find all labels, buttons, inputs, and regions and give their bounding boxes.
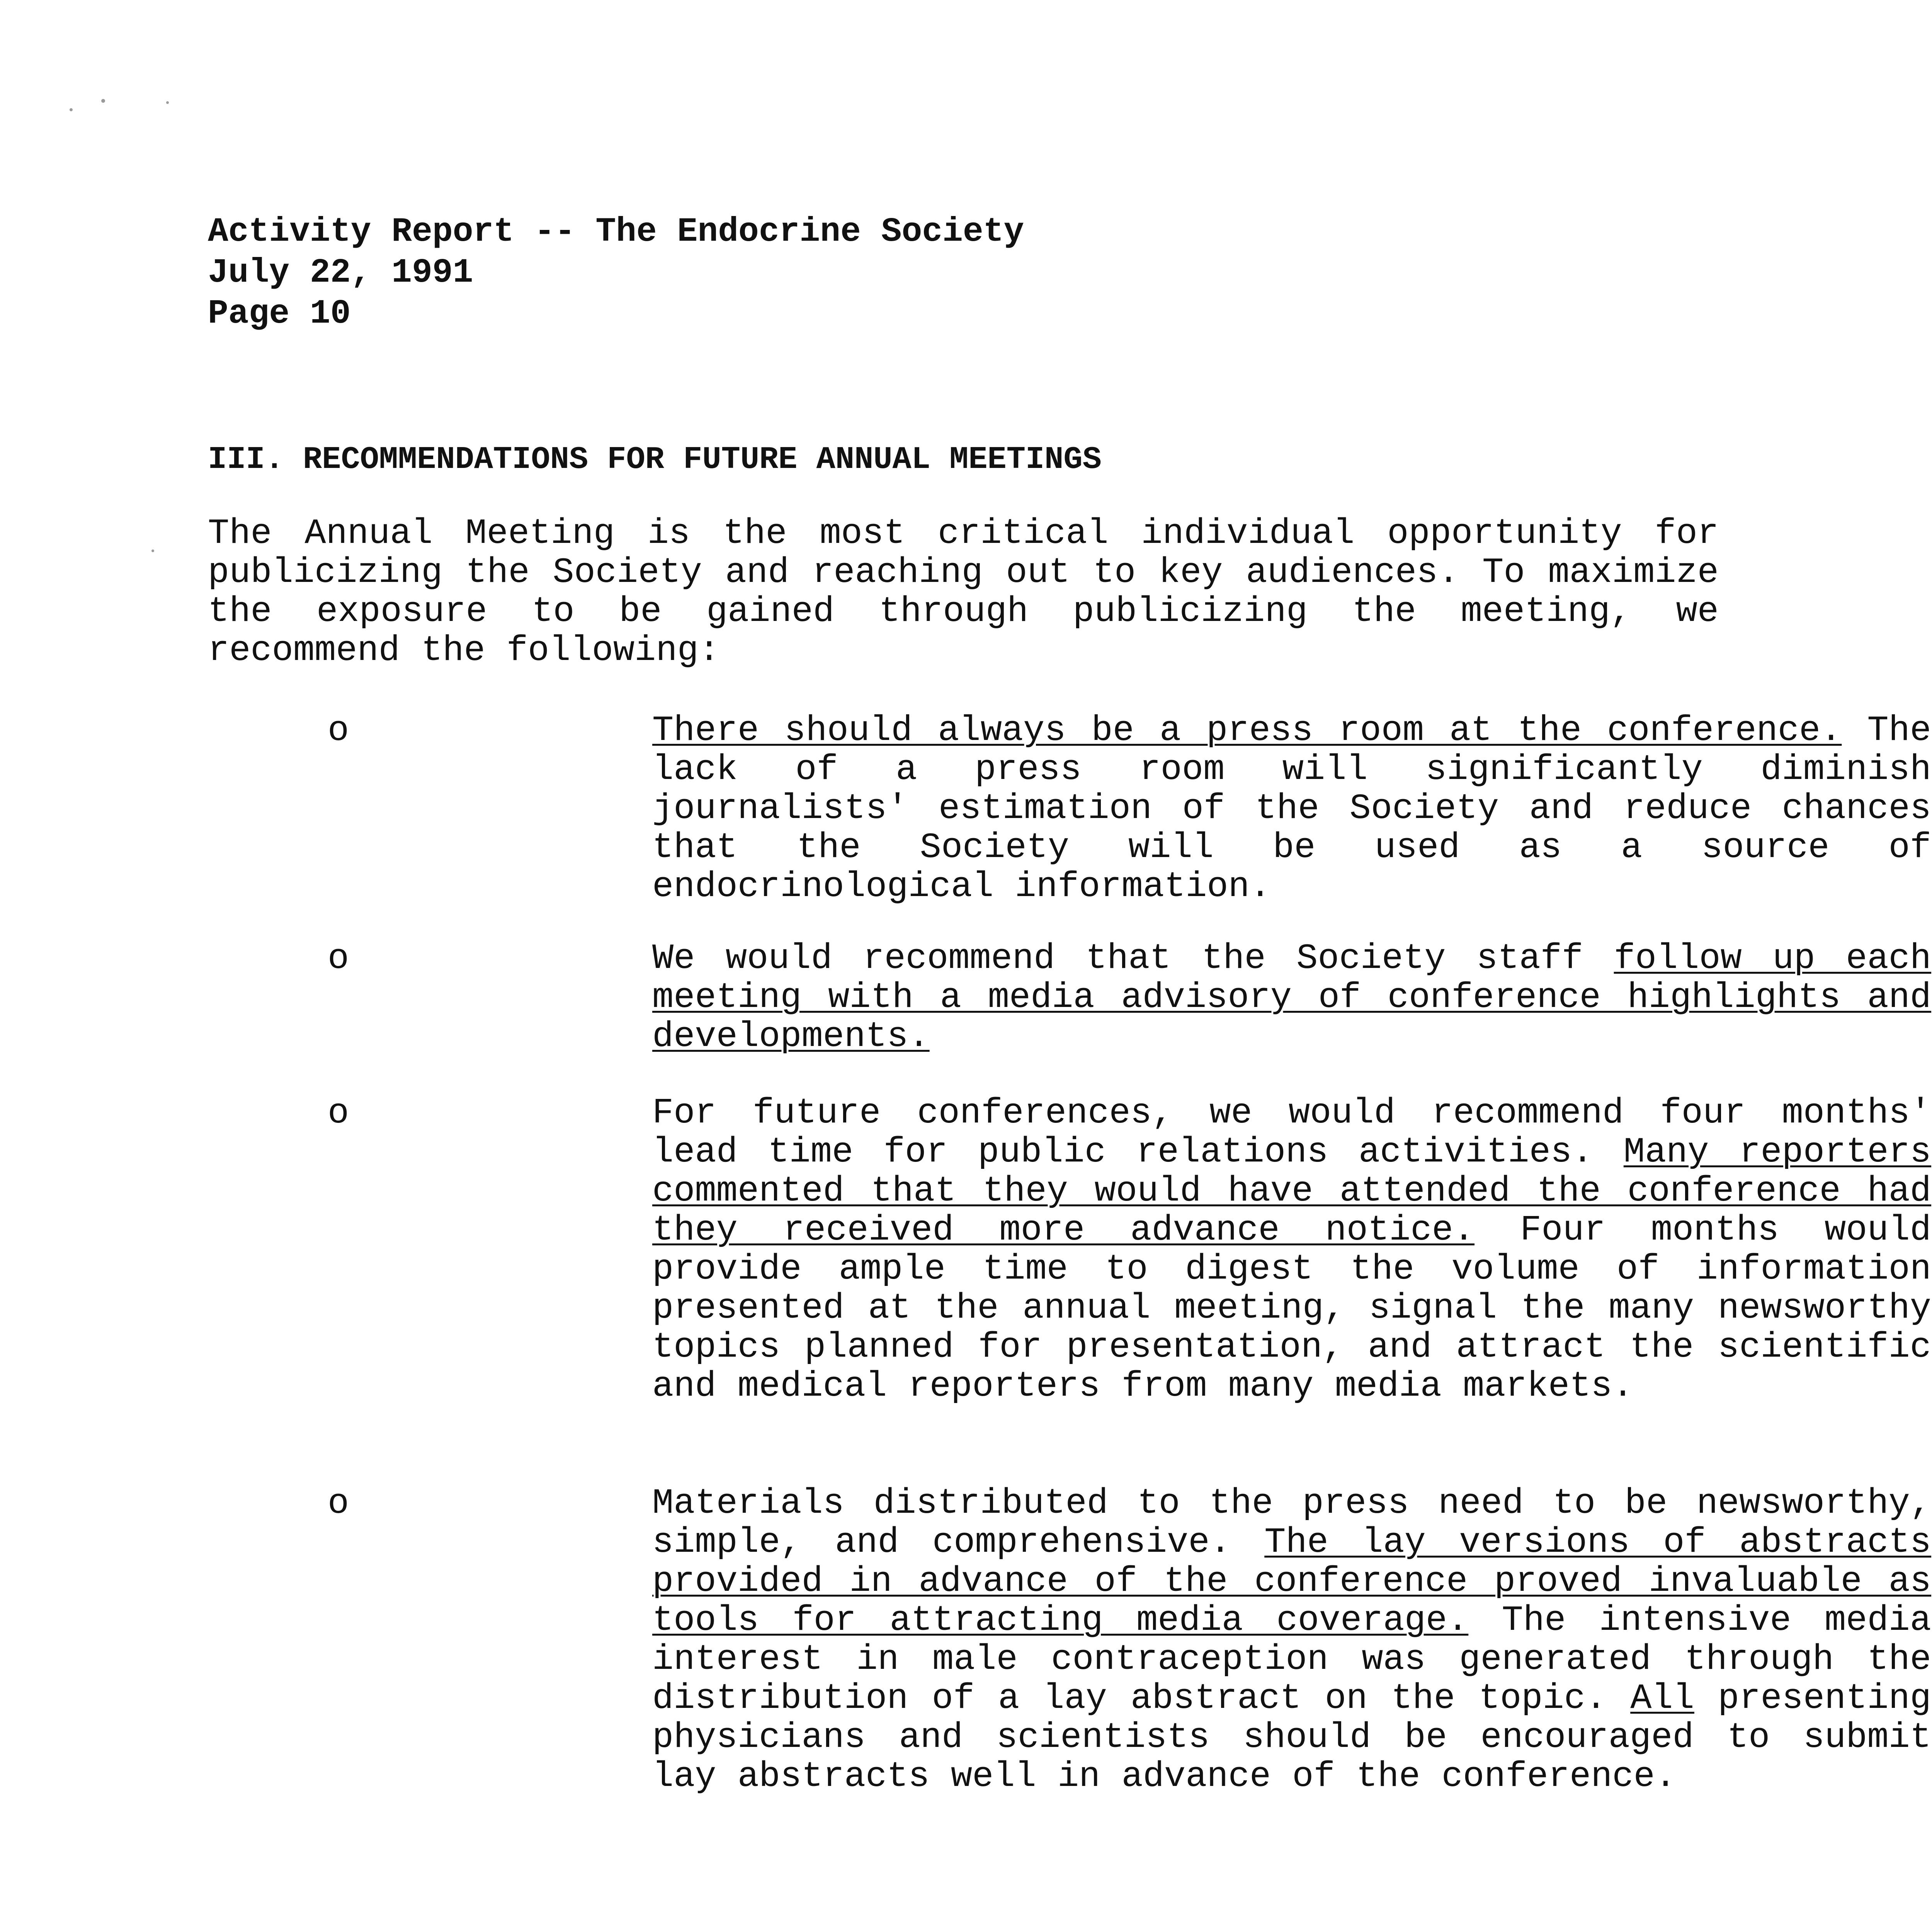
underlined-text: Many reporters commented that they would have attended the conference had they received more advance notice. — [652, 1132, 1931, 1250]
bullet-body: The lack of a press room will significantly diminish journalists' estimation of the Society and reduce chances that the Society will be used as a source of endocrinological information. — [652, 710, 1931, 907]
bullet-body-continued: Four months would provide ample time to digest the volume of information presented at the annual meeting, signal the many newsworthy topics planned for presentation, and attract the scientific and medical reporters from many media markets. — [652, 1210, 1932, 1406]
document-header — [208, 212, 1213, 335]
bullet-body-middle: The intensive media interest in male contraception was generated through the distribution of a lay abstract on the topic. — [652, 1600, 1931, 1719]
bullet-marker: o — [328, 938, 349, 979]
bullet-marker: o — [328, 710, 349, 751]
scan-speck — [101, 99, 105, 103]
bullet-text — [652, 1484, 1931, 1796]
underlined-emphasis: All — [1630, 1678, 1694, 1719]
header-date: July 22, 1991 — [208, 254, 473, 292]
scan-speck — [70, 108, 73, 111]
scan-speck — [151, 549, 154, 552]
underlined-text: The lay versions of abstracts provided in advance of the conference proved invaluable as tools for attracting media coverage. — [652, 1522, 1931, 1641]
intro-paragraph: The Annual Meeting is the most critical individual opportunity for publicizing the Society and reaching out to key audiences. To maximize the exposure to be gained through publicizing the meeting, we recommend the following: — [208, 513, 1719, 671]
header-title: Activity Report -- The Endocrine Society — [208, 213, 1024, 251]
bullet-marker: o — [328, 1093, 349, 1133]
bullet-body-continued: presenting physicians and scientists should be encouraged to submit lay abstracts well in advance of the conference. — [652, 1678, 1931, 1797]
underlined-text: follow up each meeting with a media advisory of conference highlights and developments. — [652, 938, 1931, 1057]
bullet-text — [652, 711, 1931, 906]
header-page-number: Page 10 — [208, 295, 351, 333]
bullet-marker: o — [328, 1483, 349, 1524]
underlined-text: There should always be a press room at the conference. — [652, 710, 1842, 751]
bullet-body: Materials distributed to the press need to be newsworthy, simple, and comprehensive. — [652, 1483, 1931, 1563]
bullet-text — [652, 1094, 1931, 1406]
bullet-body: For future conferences, we would recommend four months' lead time for public relations activities. — [652, 1093, 1931, 1172]
bullet-text — [652, 939, 1931, 1056]
section-heading: III. RECOMMENDATIONS FOR FUTURE ANNUAL MEETINGS — [208, 442, 1102, 478]
scan-speck — [166, 101, 169, 104]
bullet-body: We would recommend that the Society staff — [652, 938, 1614, 979]
